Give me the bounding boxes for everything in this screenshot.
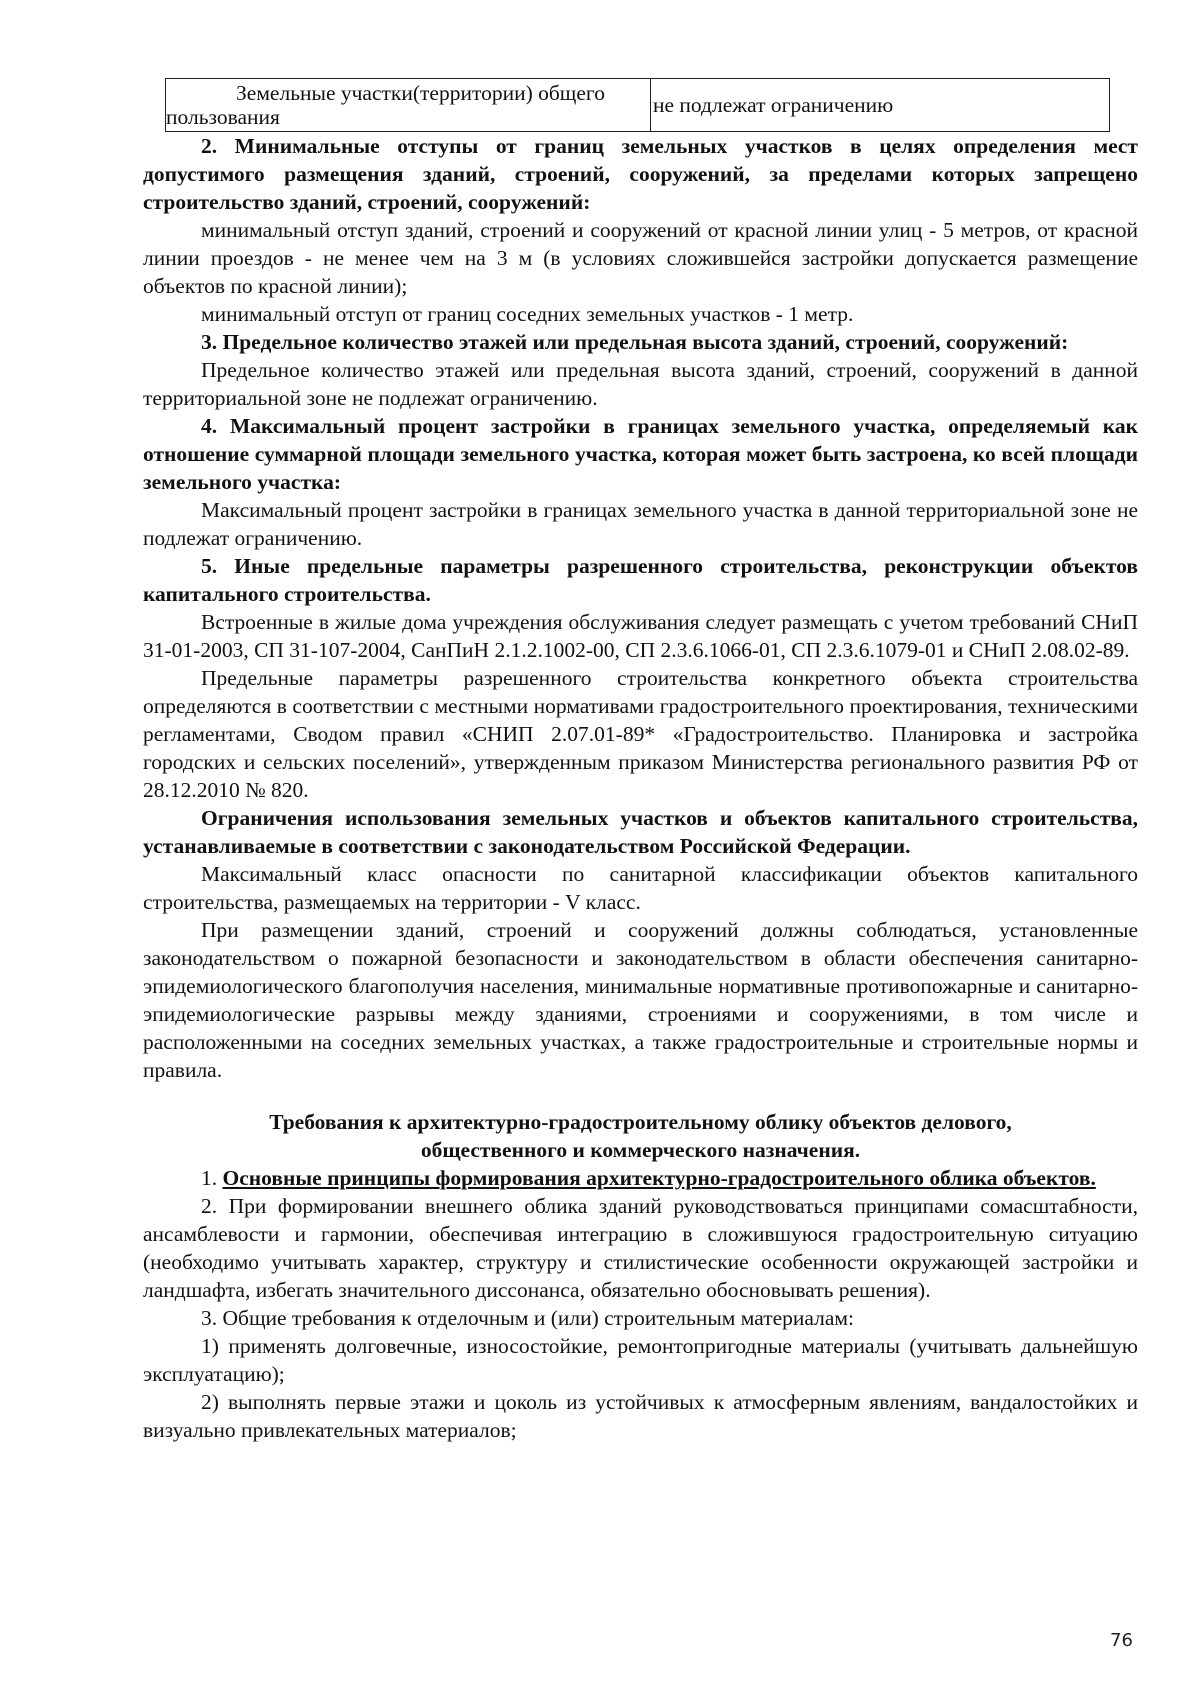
arch-heading [143, 1108, 1138, 1164]
paragraph: минимальный отступ от границ соседних земельных участков - 1 метр. [201, 302, 854, 326]
arch-subitem-1: 1) применять долговечные, износостойкие, ремонтопригодные материалы (учитывать дальнейшую эксплуатацию); [143, 1334, 1138, 1386]
section-2-heading: 2. Минимальные отступы от границ земельных участков в целях определения мест допустимого размещения зданий, строений, сооружений, за пределами которых запрещено строительство зданий, строений, сооружений: [143, 134, 1138, 214]
document-page [143, 78, 1138, 1444]
page-number: 76 [1110, 1630, 1133, 1651]
arch-item-3: 3. Общие требования к отделочным и (или) строительным материалам: [201, 1306, 854, 1330]
zones-table [165, 78, 1110, 132]
paragraph: Предельные параметры разрешенного строительства конкретного объекта строительства определяются в соответствии с местными нормативами градостроительного проектирования, техническими регламентами, Сводом правил «СНИП 2.07.01-89* «Градостроительство. Планировка и застройка городских и сельских поселений», утвержденным приказом Министерства регионального развития РФ от 28.12.2010 № 820. [143, 666, 1138, 802]
limits-heading: Ограничения использования земельных участков и объектов капитального строительства, устанавливаемые в соответствии с законодательством Российской Федерации. [143, 806, 1138, 858]
arch-item-2: 2. При формировании внешнего облика зданий руководствоваться принципами сомасштабности, ансамблевости и гармонии, обеспечивая интеграцию в сложившуюся градостроительную ситуацию (необходимо учитывать характер, структуру и стилистические особенности окружающей застройки и ландшафта, избегать значительного диссонанса, обязательно обосновывать решения). [143, 1194, 1138, 1302]
section-4-heading: 4. Максимальный процент застройки в границах земельного участка, определяемый как отношение суммарной площади земельного участка, которая может быть застроена, ко всей площади земельного участка: [143, 414, 1138, 494]
table-row [166, 79, 1110, 132]
arch-item-1-number: 1. [201, 1166, 218, 1190]
section-3-heading: 3. Предельное количество этажей или предельная высота зданий, строений, сооружений: [201, 330, 1069, 354]
paragraph: минимальный отступ зданий, строений и сооружений от красной линии улиц - 5 метров, от красной линии проездов - не менее чем на 3 м (в условиях сложившейся застройки допускается размещение объектов по красной линии); [143, 218, 1138, 298]
paragraph: При размещении зданий, строений и сооружений должны соблюдаться, установленные законодательством о пожарной безопасности и законодательством в области обеспечения санитарно-эпидемиологического благополучия населения, минимальные нормативные противопожарные и санитарно-эпидемиологические разрывы между зданиями, строениями и сооружениями, в том числе и расположенными на соседних земельных участках, а также градостроительные и строительные нормы и правила. [143, 918, 1138, 1082]
table-cell-restriction: не подлежат ограничению [651, 79, 1110, 132]
paragraph: Максимальный класс опасности по санитарной классификации объектов капитального строительства, размещаемых на территории - V класс. [143, 862, 1138, 914]
arch-item-1 [143, 1164, 1138, 1192]
table-cell-zone: Земельные участки(территории) общего пользования [166, 79, 651, 132]
arch-heading-line2: общественного и коммерческого назначения. [420, 1138, 861, 1162]
arch-subitem-2: 2) выполнять первые этажи и цоколь из устойчивых к атмосферным явлениям, вандалостойких и визуально привлекательных материалов; [143, 1390, 1138, 1442]
section-5-heading: 5. Иные предельные параметры разрешенного строительства, реконструкции объектов капитального строительства. [143, 554, 1138, 606]
arch-heading-line1: Требования к архитектурно-градостроительному облику объектов делового, [269, 1110, 1012, 1134]
arch-item-1-text: Основные принципы формирования архитектурно-градостроительного облика объектов. [222, 1166, 1096, 1190]
paragraph: Встроенные в жилые дома учреждения обслуживания следует размещать с учетом требований СНиП 31-01-2003, СП 31-107-2004, СанПиН 2.1.2.1002-00, СП 2.3.6.1066-01, СП 2.3.6.1079-01 и СНиП 2.08.02-89. [143, 610, 1138, 662]
paragraph: Максимальный процент застройки в границах земельного участка в данной территориальной зоне не подлежат ограничению. [143, 498, 1138, 550]
paragraph: Предельное количество этажей или предельная высота зданий, строений, сооружений в данной территориальной зоне не подлежат ограничению. [143, 358, 1138, 410]
